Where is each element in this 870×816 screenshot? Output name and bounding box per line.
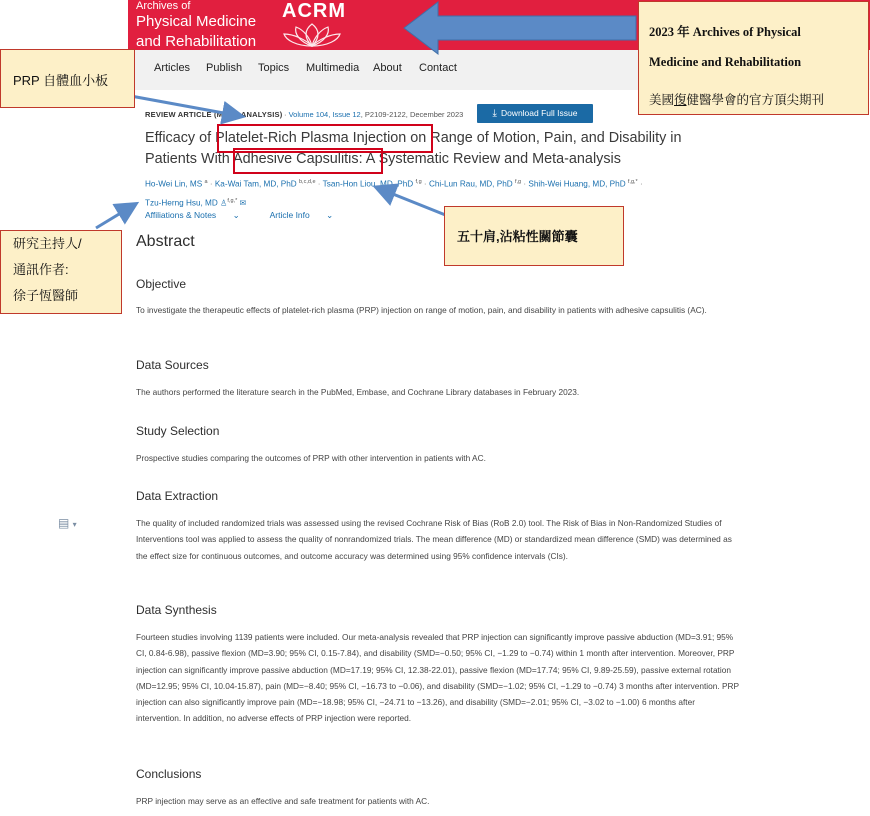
nav-topics[interactable]: Topics xyxy=(258,62,290,74)
title-text: Efficacy of xyxy=(145,130,216,146)
annotation-text: 美國 xyxy=(649,93,675,107)
author-link[interactable]: Ho-Wei Lin, MS xyxy=(145,179,203,189)
title-highlight-adhesive: Adhesive Capsulitis: xyxy=(229,151,363,167)
section-text-conclusions: PRP injection may serve as an effective and safe treatment for patients with AC. xyxy=(136,796,430,806)
arrow-to-author xyxy=(96,205,134,228)
title-text: on Range of Motion, Pain, and Disability in xyxy=(406,130,682,146)
annotation-author-line2: 通訊作者: xyxy=(13,262,69,277)
section-text-data-extraction: The quality of included randomized trials was assessed using the revised Cochrane Risk of Bias (RoB 2.0) tool. The Risk of Bias in Non-Randomized Studies of Interventions tool was applied to assess the quality of nonrandomized trials. The mean difference (MD) or standardized mean difference (SMD) was determined as the effect size for continuous outcomes, and outcome accuracy was determined using 95% confidence intervals (CIs). xyxy=(136,518,732,561)
download-label: Download Full Issue xyxy=(500,108,578,118)
annotation-journal xyxy=(638,1,869,115)
annotation-author-line3: 徐子恆醫師 xyxy=(13,288,79,303)
annotation-prp xyxy=(0,49,135,108)
arrow-to-journal xyxy=(404,2,636,54)
section-text-data-synthesis: Fourteen studies involving 1139 patients were included. Our meta-analysis revealed that PRP injection can significantly improve passive abduction (MD=3.91; 95% CI, 0.84-6.98), passive flexion (MD=3.90; 95% CI, 0.15-7.84), and disability (SMD=−0.50; 95% CI, −1.29 to −0.74) within 1 month after intervention. Moreover, PRP injection can significantly improve passive abduction (MD=17.19; 95% CI, 12.38-22.01), passive flexion (MD=17.74; 95% CI, 9.89-25.59), passive external rotation (MD=12.95; 95% CI, 10.04-15.87), pain (MD=−8.40; 95% CI, −16.73 to −0.06), and disability (SMD=−1.02; 95% CI, −1.29 to −0.74) 3 months after intervention. PRP injection can also significantly improve pain (MD=−18.98; 95% CI, −24.71 to −13.26), and disability (SMD=−2.01; 95% CI, −3.02 to −1.00) 6 months after intervention. In addition, no adverse effects of PRP injection were reported. xyxy=(136,632,739,724)
author-link[interactable]: Chi-Lun Rau, MD, PhD xyxy=(428,179,513,189)
section-heading-data-sources: Data Sources xyxy=(136,358,209,372)
section-text-data-sources: The authors performed the literature search in the PubMed, Embase, and Cochrane Library databases in February 2023. xyxy=(136,387,580,397)
annotation-journal-line3 xyxy=(649,90,824,108)
article-info-label: Article Info xyxy=(269,210,310,220)
author-link[interactable]: Shih-Wei Huang, MD, PhD xyxy=(528,179,626,189)
section-text-objective: To investigate the therapeutic effects of platelet-rich plasma (PRP) injection on range of motion, pain, and disability in patients with adhesive capsulitis (AC). xyxy=(136,305,707,315)
annotation-text: 復 xyxy=(674,93,687,107)
title-highlight-prp: Platelet-Rich Plasma Injection xyxy=(215,130,407,146)
author-affil-sup: f,g,* xyxy=(627,179,638,185)
download-icon: ⤓ xyxy=(492,108,497,119)
chevron-down-icon: ⌄ xyxy=(232,210,240,220)
article-type-label: REVIEW ARTICLE (META-ANALYSIS) xyxy=(145,110,283,119)
annotation-prp-text: PRP 自體血小板 xyxy=(13,73,109,88)
author-list: Ho-Wei Lin, MS $^a$ · Ka-Wai Tam, MD, PhD $^{b,c,d,e}$ · Tsan-Hon Liou, MD, PhD $^{f,g}$ · Chi-Lun Rau, MD, PhD $^{f,g}$ · Shih-Wei Huang, MD, PhD $^{f,g,*}$ · Tzu-Herng Hsu, MD ♙$^{f,g,*}$ ✉ xyxy=(145,179,643,208)
section-heading-data-extraction: Data Extraction xyxy=(136,489,219,503)
author-link[interactable]: Ka-Wai Tam, MD, PhD xyxy=(214,179,297,189)
chevron-down-icon: ⌄ xyxy=(326,210,334,220)
pages-date: P2109-2122, December 2023 xyxy=(364,110,464,119)
annotation-author xyxy=(0,230,122,314)
author-link[interactable]: Tsan-Hon Liou, MD, PhD xyxy=(322,179,414,189)
nav-articles[interactable]: Articles xyxy=(154,62,191,74)
journal-name-line1: Archives of xyxy=(136,0,191,12)
section-text-study-selection: Prospective studies comparing the outcomes of PRP with other intervention in patients with AC. xyxy=(136,453,486,463)
person-icon: ♙ xyxy=(220,198,228,208)
author-affil-sup: f,g xyxy=(415,179,422,185)
volume-link[interactable]: Volume 104, Issue 12 xyxy=(288,110,361,119)
envelope-icon[interactable]: ✉ xyxy=(239,198,247,208)
nav-multimedia[interactable]: Multimedia xyxy=(306,62,360,74)
section-heading-objective: Objective xyxy=(136,277,187,291)
abstract-heading: Abstract xyxy=(136,233,195,250)
section-heading-data-synthesis: Data Synthesis xyxy=(136,603,217,617)
author-affil-sup: b,c,d,e xyxy=(299,179,316,185)
nav-contact[interactable]: Contact xyxy=(419,62,457,74)
section-heading-conclusions: Conclusions xyxy=(136,767,202,781)
acrm-logo-text[interactable]: ACRM xyxy=(282,0,346,22)
journal-name-line2: Physical Medicine xyxy=(136,13,257,30)
annotation-author-line1: 研究主持人/ xyxy=(13,236,82,251)
nav-about[interactable]: About xyxy=(373,62,402,74)
title-text: A Systematic Review and Meta-analysis xyxy=(362,151,621,167)
nav-publish[interactable]: Publish xyxy=(206,62,243,74)
author-affil-sup: f,g xyxy=(514,179,522,185)
affiliations-label: Affiliations & Notes xyxy=(145,210,217,220)
volume-info: · Volume 104, Issue 12, P2109-2122, December 2023 xyxy=(284,110,464,119)
author-link[interactable]: Tzu-Herng Hsu, MD xyxy=(145,198,218,208)
annotation-adhesive xyxy=(444,206,624,266)
annotation-journal-line2: Medicine and Rehabilitation xyxy=(649,55,802,69)
title-text: Patients With xyxy=(145,151,230,167)
author-affil-sup: f,g,* xyxy=(227,197,238,204)
author-affil-sup: a xyxy=(204,179,208,185)
annotation-text: 健醫學會 xyxy=(686,93,737,107)
section-heading-study-selection: Study Selection xyxy=(136,424,220,438)
annotation-adhesive-text: 五十肩,沾粘性關節囊 xyxy=(457,229,578,244)
annotation-journal-line1: 2023 年 Archives of Physical xyxy=(649,25,801,39)
document-menu-icon[interactable]: ▤ ▾ xyxy=(58,516,77,530)
journal-name-line3: and Rehabilitation xyxy=(136,33,257,50)
annotation-text: 的官方頂尖期刊 xyxy=(736,93,825,107)
